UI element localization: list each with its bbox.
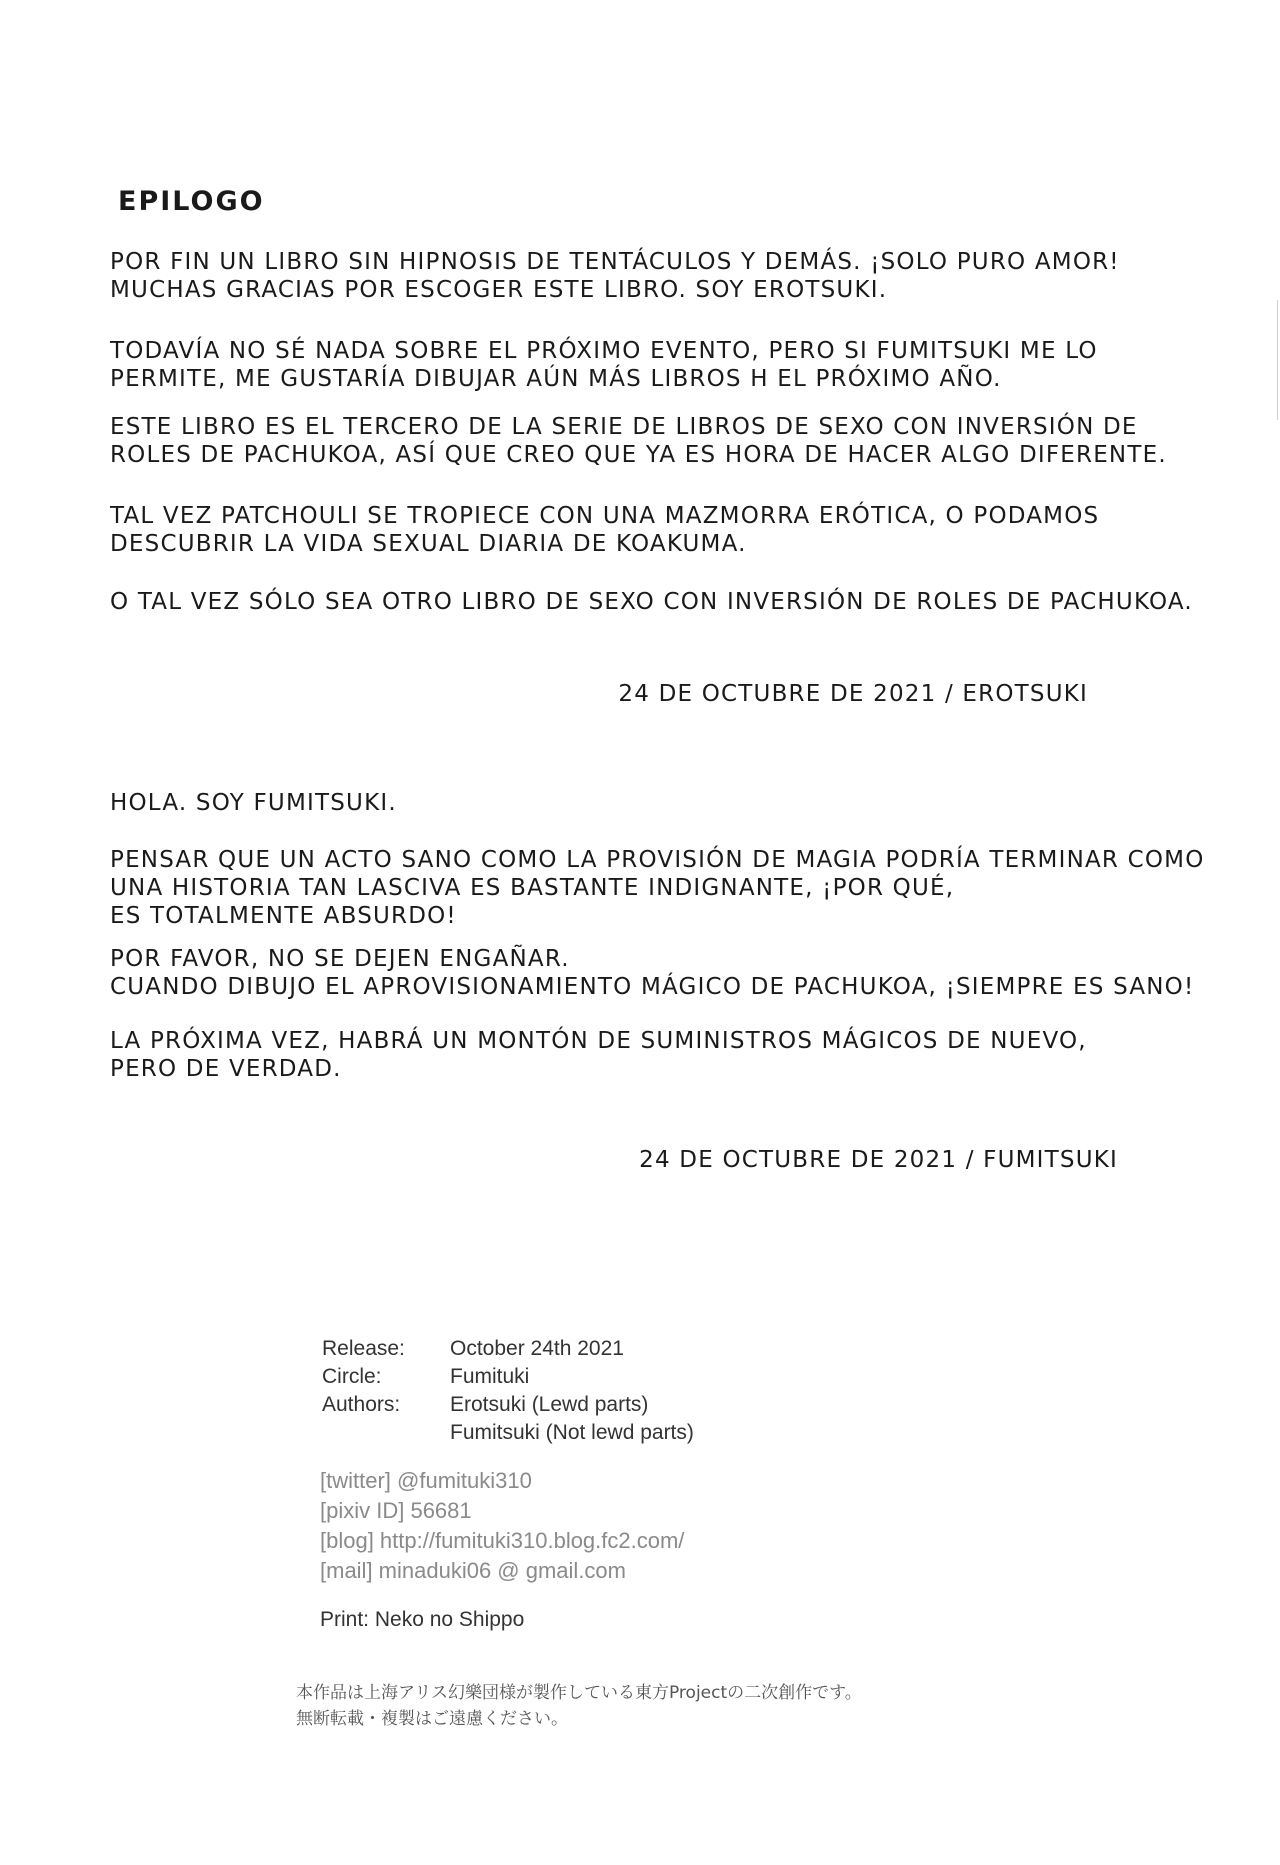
- fumitsuki-paragraph-2-line-2: UNA HISTORIA TAN LASCIVA ES BASTANTE INDIGNANTE, ¡POR QUÉ,: [110, 875, 955, 901]
- erotsuki-paragraph-3-line-2: ROLES DE PACHUKOA, ASÍ QUE CREO QUE YA ES HORA DE HACER ALGO DIFERENTE.: [110, 442, 1167, 468]
- mail-contact: [mail] minaduki06 @ gmail.com: [320, 1558, 626, 1583]
- erotsuki-paragraph-1-line-2: MUCHAS GRACIAS POR ESCOGER ESTE LIBRO. SOY EROTSUKI.: [110, 277, 888, 303]
- page-edge-line: [1277, 300, 1278, 420]
- pixiv-contact: [pixiv ID] 56681: [320, 1498, 472, 1523]
- fumitsuki-paragraph-3-line-1: POR FAVOR, NO SE DEJEN ENGAÑAR.: [110, 946, 570, 972]
- release-value: October 24th 2021: [450, 1337, 624, 1360]
- erotsuki-paragraph-2-line-1: TODAVÍA NO SÉ NADA SOBRE EL PRÓXIMO EVENTO, PERO SI FUMITSUKI ME LO: [110, 338, 1098, 364]
- erotsuki-paragraph-3-line-1: ESTE LIBRO ES EL TERCERO DE LA SERIE DE LIBROS DE SEXO CON INVERSIÓN DE: [110, 414, 1138, 440]
- erotsuki-paragraph-1-line-1: POR FIN UN LIBRO SIN HIPNOSIS DE TENTÁCULOS Y DEMÁS. ¡SOLO PURO AMOR!: [110, 249, 1120, 275]
- circle-label: Circle:: [322, 1365, 382, 1388]
- fumitsuki-paragraph-2-line-3: ES TOTALMENTE ABSURDO!: [110, 903, 457, 929]
- erotsuki-paragraph-4-line-2: DESCUBRIR LA VIDA SEXUAL DIARIA DE KOAKUMA.: [110, 531, 747, 557]
- epilogue-title: EPILOGO: [118, 186, 265, 217]
- copyright-notice-line-2: 無断転載・複製はご遠慮ください。: [296, 1709, 568, 1729]
- blog-contact: [blog] http://fumituki310.blog.fc2.com/: [320, 1528, 685, 1553]
- erotsuki-signature: 24 DE OCTUBRE DE 2021 / EROTSUKI: [618, 681, 1088, 707]
- fumitsuki-paragraph-2-line-1: PENSAR QUE UN ACTO SANO COMO LA PROVISIÓN DE MAGIA PODRÍA TERMINAR COMO: [110, 847, 1205, 873]
- fumitsuki-paragraph-1: HOLA. SOY FUMITSUKI.: [110, 790, 397, 816]
- fumitsuki-signature: 24 DE OCTUBRE DE 2021 / FUMITSUKI: [639, 1147, 1118, 1173]
- erotsuki-paragraph-4-line-1: TAL VEZ PATCHOULI SE TROPIECE CON UNA MAZMORRA ERÓTICA, O PODAMOS: [110, 503, 1100, 529]
- print-credit: Print: Neko no Shippo: [320, 1608, 525, 1631]
- circle-value: Fumituki: [450, 1365, 530, 1388]
- authors-label: Authors:: [322, 1393, 401, 1416]
- release-label: Release:: [322, 1337, 405, 1360]
- twitter-contact: [twitter] @fumituki310: [320, 1468, 532, 1493]
- fumitsuki-paragraph-4-line-1: LA PRÓXIMA VEZ, HABRÁ UN MONTÓN DE SUMINISTROS MÁGICOS DE NUEVO,: [110, 1028, 1087, 1054]
- erotsuki-paragraph-5: O TAL VEZ SÓLO SEA OTRO LIBRO DE SEXO CON INVERSIÓN DE ROLES DE PACHUKOA.: [110, 589, 1193, 615]
- author-fumitsuki: Fumitsuki (Not lewd parts): [450, 1421, 694, 1444]
- author-erotsuki: Erotsuki (Lewd parts): [450, 1393, 649, 1416]
- copyright-notice-line-1: 本作品は上海アリス幻樂団様が製作している東方Projectの二次創作です。: [296, 1683, 862, 1703]
- fumitsuki-paragraph-3-line-2: CUANDO DIBUJO EL APROVISIONAMIENTO MÁGICO DE PACHUKOA, ¡SIEMPRE ES SANO!: [110, 974, 1195, 1000]
- fumitsuki-paragraph-4-line-2: PERO DE VERDAD.: [110, 1056, 342, 1082]
- erotsuki-paragraph-2-line-2: PERMITE, ME GUSTARÍA DIBUJAR AÚN MÁS LIBROS H EL PRÓXIMO AÑO.: [110, 366, 1002, 392]
